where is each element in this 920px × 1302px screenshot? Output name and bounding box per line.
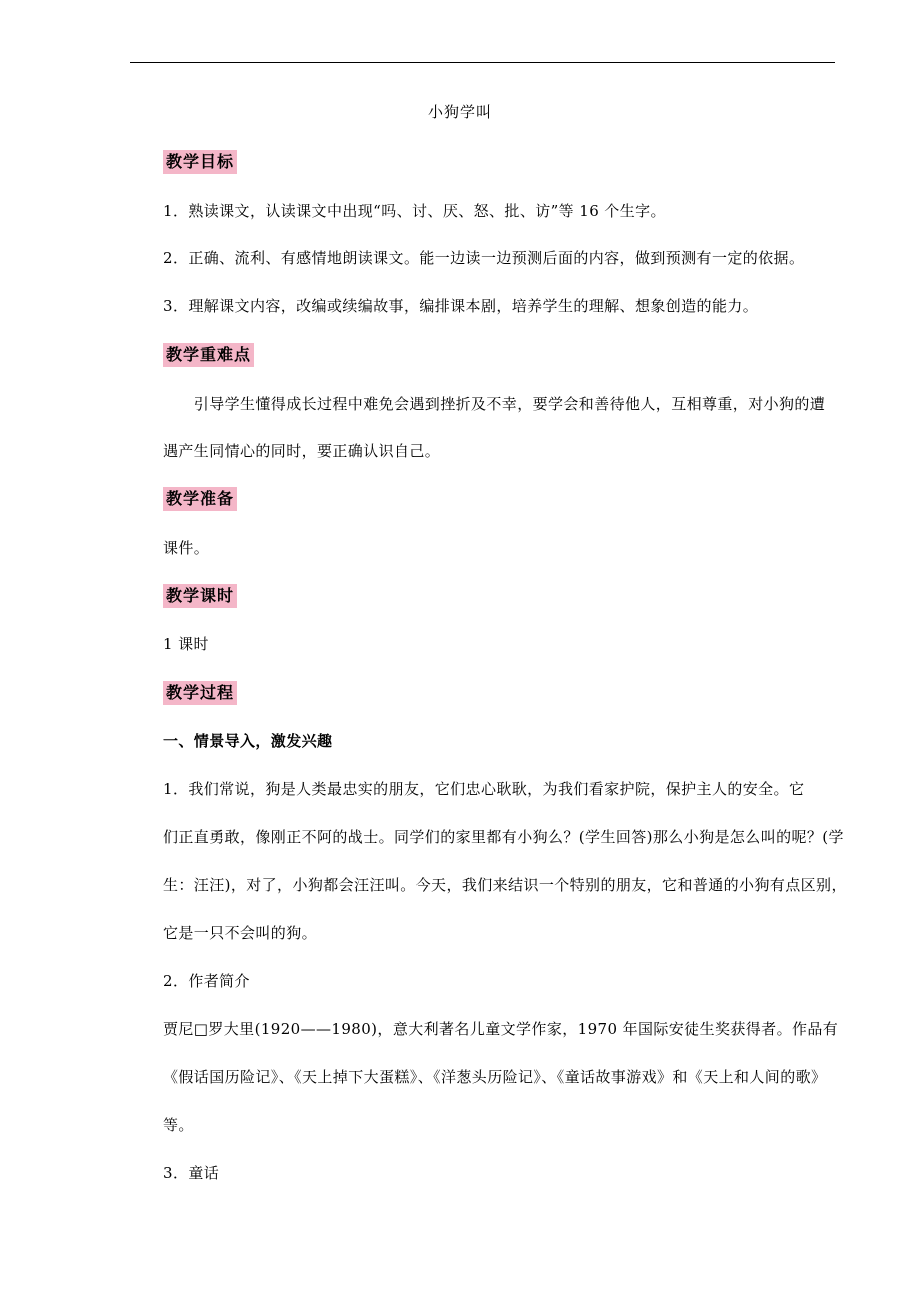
process-item1-line-2: 们正直勇敢，像刚正不阿的战士。同学们的家里都有小狗么？(学生回答)那么小狗是怎么叫的呢？(学	[163, 828, 844, 846]
process-item2-label: 2．作者简介	[163, 972, 250, 990]
section-heading-preparation: 教学准备	[163, 487, 237, 511]
key-points-line-1: 引导学生懂得成长过程中难免会遇到挫折及不幸，要学会和善待他人，互相尊重，对小狗的遭	[163, 395, 826, 413]
process-item1-line-3: 生：汪汪)，对了，小狗都会汪汪叫。今天，我们来结识一个特别的朋友，它和普通的小狗有点区别，	[163, 876, 847, 894]
goal-item-2: 2．正确、流利、有感情地朗读课文。能一边读一边预测后面的内容，做到预测有一定的依据。	[163, 249, 805, 267]
process-subheading: 一、情景导入，激发兴趣	[163, 732, 333, 750]
header-rule	[130, 62, 835, 63]
section-heading-key-points: 教学重难点	[163, 343, 254, 367]
key-points-line-2: 遇产生同情心的同时，要正确认识自己。	[163, 442, 441, 460]
process-item2-line-1: 贾尼□罗大里(1920——1980)，意大利著名儿童文学作家，1970 年国际安徒生奖获得者。作品有	[163, 1020, 839, 1038]
section-heading-process: 教学过程	[163, 681, 237, 705]
process-item3-label: 3．童话	[163, 1164, 220, 1182]
process-item2-line-3: 等。	[163, 1116, 194, 1134]
page-title: 小狗学叫	[427, 103, 492, 121]
section-heading-goals: 教学目标	[163, 150, 237, 174]
section-heading-periods: 教学课时	[163, 584, 237, 608]
periods-text: 1 课时	[163, 635, 209, 653]
preparation-text: 课件。	[163, 539, 210, 557]
process-item1-line-1: 1．我们常说，狗是人类最忠实的朋友，它们忠心耿耿，为我们看家护院，保护主人的安全。它	[163, 780, 805, 798]
goal-item-3: 3．理解课文内容，改编或续编故事，编排课本剧，培养学生的理解、想象创造的能力。	[163, 297, 759, 315]
process-item1-line-4: 它是一只不会叫的狗。	[163, 924, 318, 942]
goal-item-1: 1．熟读课文，认读课文中出现“吗、讨、厌、怒、批、访”等 16 个生字。	[163, 202, 666, 220]
process-item2-line-2: 《假话国历险记》、《天上掉下大蛋糕》、《洋葱头历险记》、《童话故事游戏》和《天上和人间的歌》	[163, 1068, 827, 1086]
